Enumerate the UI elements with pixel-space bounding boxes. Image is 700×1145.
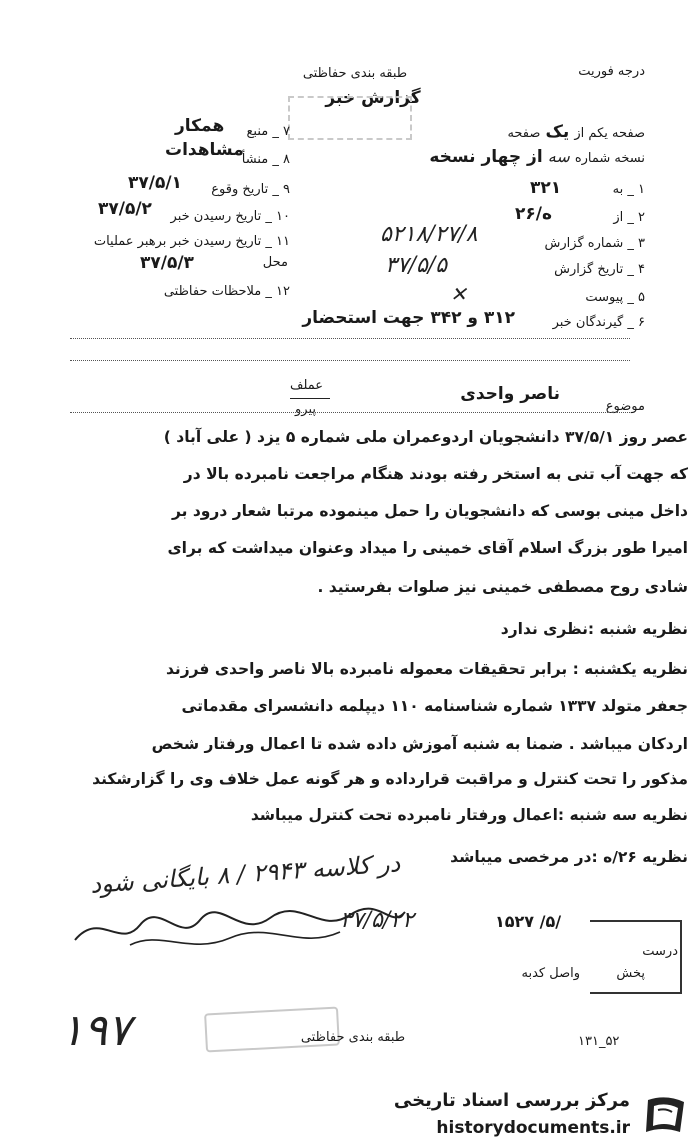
opinion-line: مذکور را تحت کنترل و مراقبت قرارداده و هر گونه عمل خلاف وی را گزارشکند xyxy=(92,770,688,788)
field-security-notes: ۱۲ _ ملاحظات حفاظتی xyxy=(163,284,290,299)
side-note-2: پیرو xyxy=(295,402,316,417)
field-page: صفحه یکم از یک صفحه xyxy=(507,122,645,142)
watermark-org-name: مرکز بررسی اسناد تاریخی xyxy=(393,1090,630,1111)
opinion-line: اردکان میباشد . ضمنا به شنبه آموزش داده شده تا اعمال ورفتار شخص xyxy=(151,735,688,753)
handwritten-big-number: ۱۹۷ xyxy=(60,1005,131,1056)
body-line: که جهت آب تنی به استخر رفته بودند هنگام مراجعت نامبرده بالا در xyxy=(183,465,688,483)
form-code: ۱۳۱_۵۲ xyxy=(578,1034,620,1049)
field-from-value: ۲۶/ه xyxy=(515,204,553,224)
stamp-row2b: واصل کدبه xyxy=(521,966,580,981)
side-note-divider xyxy=(290,398,330,399)
classification-top: طبقه بندی حفاظتی xyxy=(302,66,408,81)
urgency-label: درجه فوریت xyxy=(578,64,645,79)
dotted-line xyxy=(70,412,630,413)
body-line: امیرا طور بزرگ اسلام آقای خمینی را میداد وعنوان میداشت که برای xyxy=(167,539,688,557)
field-recipients-label: ۶ _ گیرندگان خبر xyxy=(552,315,645,330)
dotted-line xyxy=(70,338,630,339)
x-mark: ✕ xyxy=(450,282,467,306)
subject-label: موضوع xyxy=(605,399,645,414)
field-event-date-value: ۳۷/۵/۱ xyxy=(128,173,182,193)
field-place-label: محل xyxy=(262,255,288,270)
field-to-value: ۳۲۱ xyxy=(530,178,562,198)
field-attachment-label: ۵ _ پیوست xyxy=(585,290,645,305)
handwritten-archive-note: در کلاسه ۲۹۴۳ / ۸ بایگانی شود xyxy=(89,849,402,899)
watermark-site: historydocuments.ir xyxy=(436,1118,630,1138)
dotted-line xyxy=(70,360,630,361)
field-origin: ۸ _ منشأ xyxy=(241,152,290,167)
field-report-number-value: ۵۲۱۸/۲۷/۸ xyxy=(380,222,478,247)
field-recipients-value: ۳۱۲ و ۳۴۲ جهت استحضار xyxy=(302,308,515,328)
field-ops-date: ۱۱ _ تاریخ رسیدن خبر برهبر عملیات xyxy=(93,234,290,249)
field-event-date: ۹ _ تاریخ وقوع xyxy=(211,182,290,197)
opinion-line: نظریه سه شنبه :اعمال ورفتار نامبرده تحت کنترل میباشد xyxy=(250,806,688,824)
field-receive-date-value: ۳۷/۵/۲ xyxy=(98,199,152,219)
handwritten-date: ۳۷/۵/۲۲ xyxy=(340,908,414,933)
subject-value: ناصر واحدی xyxy=(460,384,560,404)
opinion-line: جعفر متولد ۱۳۳۷ شماره شناسنامه ۱۱۰ دیپلمه دانشسرای مقدماتی xyxy=(181,697,688,715)
field-source-value: همکار xyxy=(175,116,225,136)
body-line: داخل مینی بوسی که دانشجویان را حمل مینموده مرتبا شعار درود بر xyxy=(171,502,688,520)
archive-logo-icon xyxy=(640,1092,692,1140)
classification-bottom: طبقه بندی حفاظتی xyxy=(300,1030,406,1045)
field-source: ۷ _ منبع xyxy=(246,124,290,139)
side-note-1: عملف xyxy=(290,378,324,393)
faded-stamp-top xyxy=(288,96,412,140)
field-report-date-label: ۴ _ تاریخ گزارش xyxy=(554,262,645,277)
field-to-label: ۱ _ به xyxy=(612,182,645,197)
watermark-bar xyxy=(395,1088,700,1145)
opinion-line: نظریه یکشنبه : برابر تحقیقات معموله نامبرده بالا ناصر واحدی فرزند xyxy=(165,660,688,678)
body-line: شادی روح مصطفی خمینی نیز صلوات بفرستید . xyxy=(317,578,688,596)
field-report-number-label: ۳ _ شماره گزارش xyxy=(544,236,645,251)
field-receive-date: ۱۰ _ تاریخ رسیدن خبر xyxy=(170,209,290,224)
body-line: عصر روز ۳۷/۵/۱ دانشجویان اردوعمران ملی شماره ۵ یزد ( علی آباد ) xyxy=(163,428,688,446)
field-copy-number: نسخه شماره سه از چهار نسخه xyxy=(429,147,645,167)
field-from-label: ۲ _ از xyxy=(613,210,645,225)
field-report-date-value: ۳۷/۵/۵ xyxy=(385,253,448,278)
opinion-line: نظریه شنبه :نظری ندارد xyxy=(500,620,688,638)
field-origin-value: مشاهدات xyxy=(165,140,244,160)
stamp-row1: درست xyxy=(642,944,678,959)
field-place-value: ۳۷/۵/۳ xyxy=(140,253,194,273)
stamp-number: ۱۵۲۷ /۵/ xyxy=(495,912,562,931)
stamp-row2: پخش xyxy=(616,966,645,981)
report-title: گزارش خبر xyxy=(325,88,421,108)
opinion-line: نظریه ۲۶/ه :در مرخصی میباشد xyxy=(450,848,688,866)
